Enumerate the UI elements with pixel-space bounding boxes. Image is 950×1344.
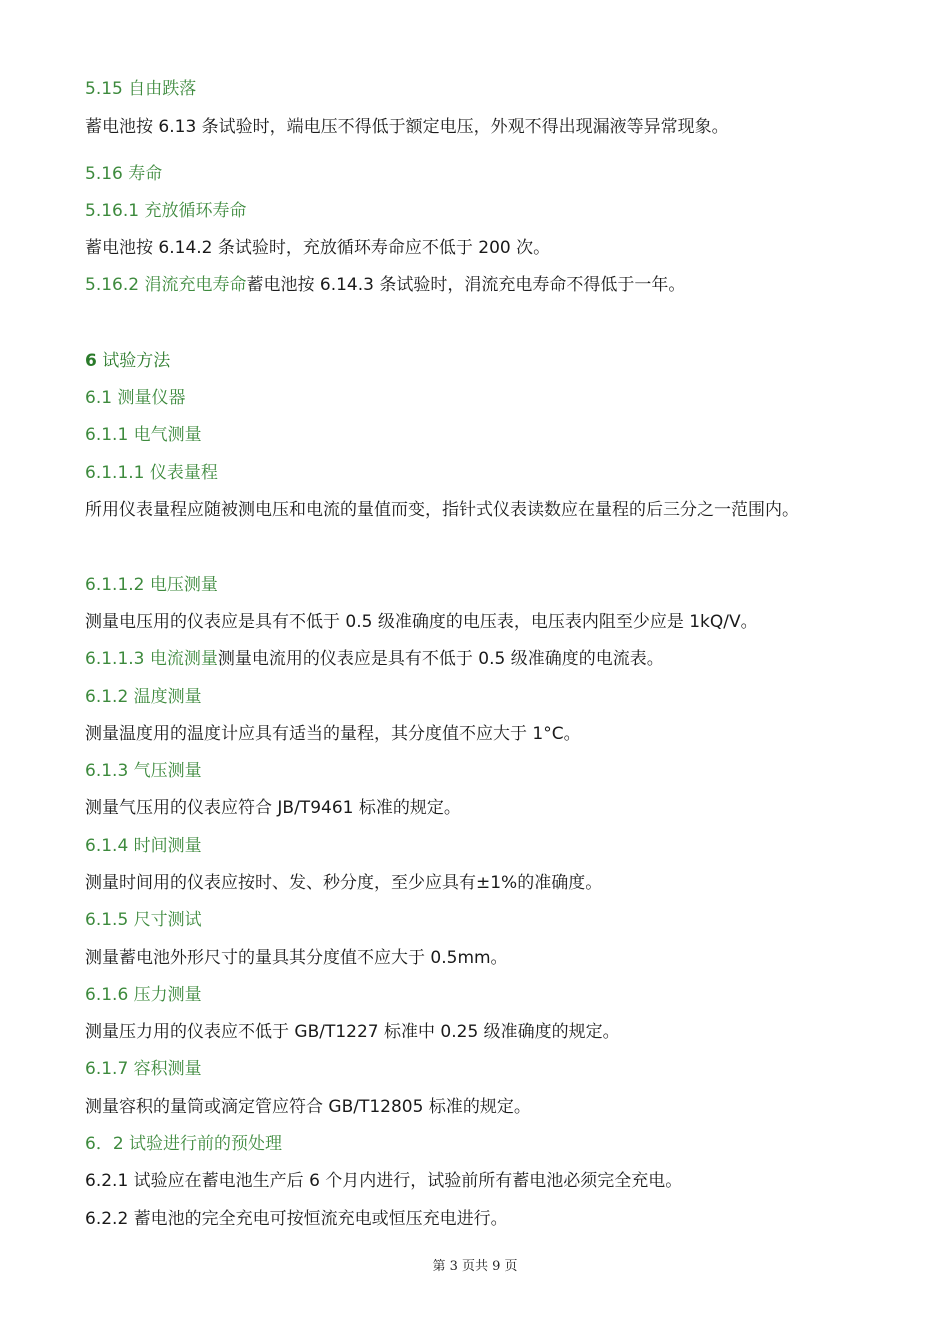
line-6-1-1-3 (85, 648, 865, 670)
heading-6-1-5: 6.1.5 尺寸测试 (85, 910, 202, 930)
line-5-16-2 (85, 274, 865, 296)
heading-6 (85, 350, 865, 372)
paragraph-6-1-5: 测量蓄电池外形尺寸的量具其分度值不应大于 0.5mm。 (85, 948, 508, 968)
paragraph-5-16-1: 蓄电池按 6.14.2 条试验时，充放循环寿命应不低于 200 次。 (85, 238, 551, 258)
heading-5-15: 5.15 自由跌落 (85, 79, 197, 99)
heading-6-1-7: 6.1.7 容积测量 (85, 1059, 202, 1079)
paragraph-6-1-1-1: 所用仪表量程应随被测电压和电流的量值而变，指针式仪表读数应在量程的后三分之一范围内。 (85, 500, 799, 520)
heading-5-16-1: 5.16.1 充放循环寿命 (85, 201, 247, 221)
heading-6-1-2: 6.1.2 温度测量 (85, 687, 202, 707)
heading-6-1: 6.1 测量仪器 (85, 388, 186, 408)
heading-5-16-2: 5.16.2 涓流充电寿命 (85, 275, 247, 295)
paragraph-6-1-3: 测量气压用的仪表应符合 JB/T9461 标准的规定。 (85, 798, 461, 818)
paragraph-5-16-2: 蓄电池按 6.14.3 条试验时，涓流充电寿命不得低于一年。 (246, 275, 686, 295)
heading-6-number: 6 (85, 351, 97, 371)
heading-6-1-4: 6.1.4 时间测量 (85, 836, 202, 856)
heading-6-1-1: 6.1.1 电气测量 (85, 425, 202, 445)
page-footer: 第 3 页共 9 页 (432, 1259, 518, 1274)
heading-6-1-3: 6.1.3 气压测量 (85, 761, 202, 781)
heading-6-2: 6．2 试验进行前的预处理 (85, 1134, 283, 1154)
paragraph-6-1-7: 测量容积的量筒或滴定管应符合 GB/T12805 标准的规定。 (85, 1097, 531, 1117)
paragraph-6-2-2: 6.2.2 蓄电池的完全充电可按恒流充电或恒压充电进行。 (85, 1209, 508, 1229)
heading-6-1-1-2: 6.1.1.2 电压测量 (85, 575, 218, 595)
heading-6-1-6: 6.1.6 压力测量 (85, 985, 202, 1005)
paragraph-6-1-1-3: 测量电流用的仪表应是具有不低于 0.5 级准确度的电流表。 (217, 649, 664, 669)
paragraph-6-1-6: 测量压力用的仪表应不低于 GB/T1227 标准中 0.25 级准确度的规定。 (85, 1022, 620, 1042)
heading-6-1-1-3: 6.1.1.3 电流测量 (85, 649, 218, 669)
paragraph-6-1-1-2: 测量电压用的仪表应是具有不低于 0.5 级准确度的电压表，电压表内阻至少应是 1kQ/V。 (85, 612, 758, 632)
paragraph-6-1-4: 测量时间用的仪表应按时、发、秒分度，至少应具有±1%的准确度。 (85, 873, 603, 893)
heading-6-1-1-1: 6.1.1.1 仪表量程 (85, 463, 218, 483)
heading-5-16: 5.16 寿命 (85, 164, 163, 184)
paragraph-6-2-1: 6.2.1 试验应在蓄电池生产后 6 个月内进行，试验前所有蓄电池必须完全充电。 (85, 1171, 683, 1191)
paragraph-5-15: 蓄电池按 6.13 条试验时，端电压不得低于额定电压，外观不得出现漏液等异常现象。 (85, 117, 729, 137)
paragraph-6-1-2: 测量温度用的温度计应具有适当的量程，其分度值不应大于 1°C。 (85, 724, 581, 744)
heading-6-title: 试验方法 (96, 351, 171, 371)
